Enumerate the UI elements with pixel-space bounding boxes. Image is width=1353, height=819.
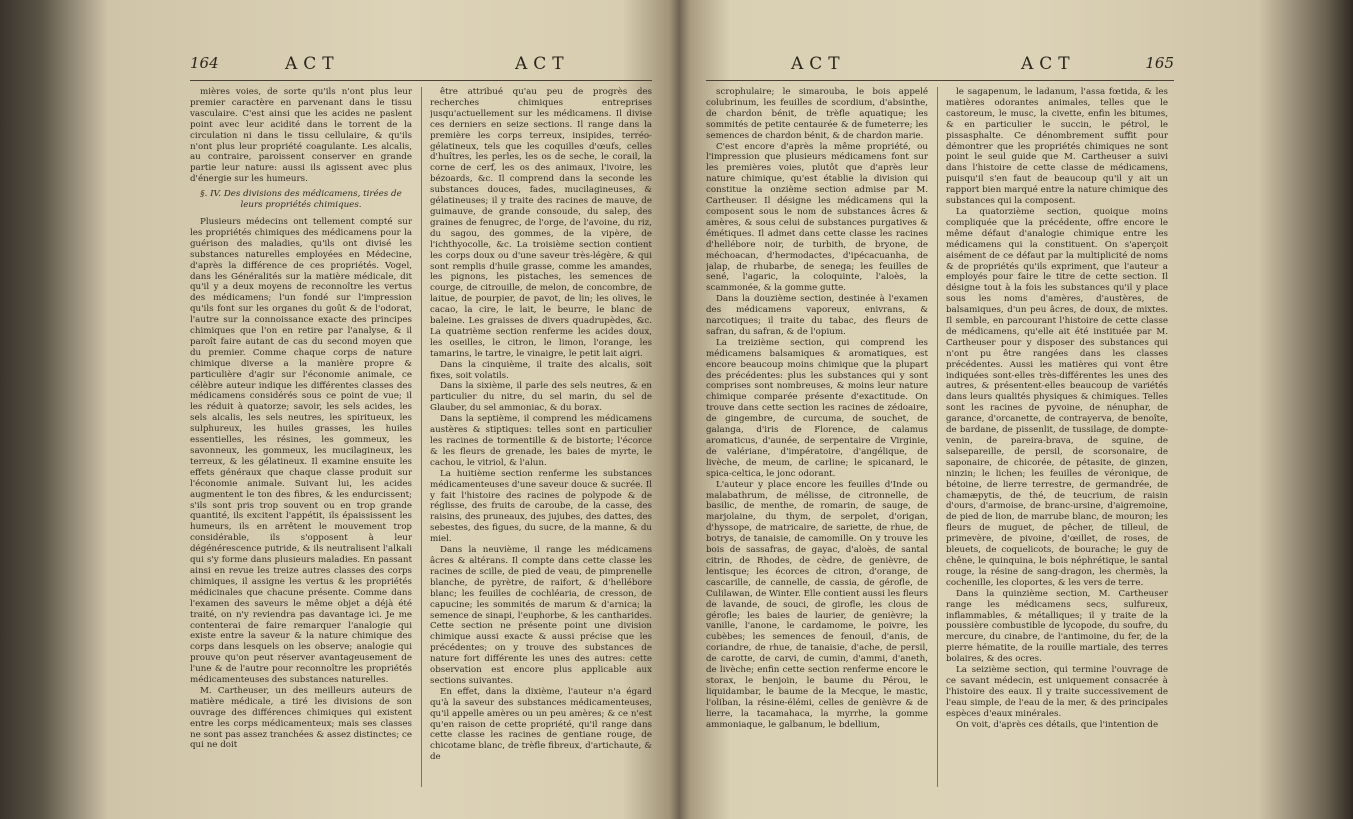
left-column-2 <box>430 87 652 791</box>
paragraph: La quatorzième section, quoique moins compliquée que la précédente, offre encore le même défaut d'analogie chimique entre les médicamens qui la constituent. On s'aperçoit aisément de ce défaut par la multiplicité de noms & de propriétés qu'ils expriment, que l'auteur a employés pour faire le titre de cette section. Il désigne tout à la fois les substances qu'il y place sous les noms d'amères, d'austères, de balsamiques, d'un peu âcres, de doux, de mixtes. Il semble, en parcourant l'histoire de cette classe de médicamens, qu'elle ait été instituée par M. Cartheuser pour y disposer des substances qui n'ont pu être rangées dans les classes précédentes. Aussi les matières qui vont être indiquées sont-elles très-différentes les unes des autres, & présentent-elles beaucoup de variétés dans leurs qualités physiques & chimiques. Telles sont les racines de pyvoine, de nénuphar, de garance, d'orcanette, de contrayerva, de benoîte, de bardane, de pissenlit, de tussilage, de dompte-venin, de pareira-brava, de squine, de salsepareille, de persil, de scorsonaire, de saponaire, de chicorée, de pétasite, de ginzen, ninzin; le lichen; les feuilles de véronique, de bétoine, de lierre terrestre, de germandrée, de chamæpytis, de thé, de teucrium, de raisin d'ours, d'armoise, de branc-ursine, d'aigremoine, de pied de lion, de marrube blanc, de mouron; les fleurs de muguet, de pêcher, de tilleul, de primevère, de pivoine, d'œillet, de roses, de bleuets, de coquelicots, de bourache; le guy de chêne, le quinquina, le bois néphrétique, le santal rouge, la résine de sang-dragon, les chermès, la cochenille, les cloportes, & les vers de terre. <box>946 206 1168 588</box>
paragraph: Dans la quinzième section, M. Cartheuser range les médicamens secs, sulfureux, inflammables, & métalliques; il y traite de la poussière combustible de lycopode, du soufre, du mercure, du cinabre, de l'antimoine, du fer, de la pierre hématite, de la rouille martiale, des terres bolaires, & des ocres. <box>946 588 1168 665</box>
left-column-1 <box>190 87 412 791</box>
page-number: 165 <box>1145 54 1174 72</box>
paragraph: scrophulaire; le simarouba, le bois appelé colubrinum, les feuilles de scordium, d'absinthe, de chardon bénit, de trèfle aquatique; les sommités de petite centaurée & de fumeterre; les semences de chardon bénit, & de chardon marie. <box>706 87 928 141</box>
right-page-columns <box>706 87 1174 791</box>
paragraph: M. Cartheuser, un des meilleurs auteurs de matière médicale, a tiré les divisions de son ouvrage des différences chimiques qui existent entre les corps médicamenteux; mais ses classes ne sont pas assez tranchées & assez distinctes; ce qui ne doit <box>190 685 412 751</box>
paragraph: Dans la cinquième, il traite des alcalis, soit fixes, soit volatils. <box>430 359 652 381</box>
left-page-columns <box>190 87 652 791</box>
paragraph: Dans la neuvième, il range les médicamens âcres & altérans. Il compte dans cette classe les racines de scille, de pied de veau, de pimprenelle blanche, de pyrètre, de raifort, & d'hellébore blanc; les feuilles de cochléaria, de cresson, de capucine; les sommités de marum & d'arnica; la semence de sinapi, l'euphorbe, & les cantharides. Cette section ne présente point une division chimique aussi exacte & aussi précise que les précédentes; on y trouve des substances de nature fort différente les unes des autres: cette observation est encore plus applicable aux sections suivantes. <box>430 545 652 686</box>
paragraph: Plusieurs médecins ont tellement compté sur les propriétés chimiques des médicamens pour la guérison des maladies, qu'ils ont divisé les substances naturelles employées en Médecine, d'après la différence de ces propriétés. Vogel, dans les Généralités sur la matière médicale, dit qu'il y a deux moyens de reconnoître les vertus des médicamens; l'un fondé sur l'impression qu'ils font sur les organes du goût & de l'odorat, l'autre sur la connoissance exacte des principes chimiques que l'on en retire par l'analyse, & il paroît faire autant de cas du second moyen que du premier. Comme chaque corps de nature chimique diverse a la manière propre & particulière d'agir sur l'économie animale, ce célèbre auteur indique les différentes classes des médicamens considérés sous ce point de vue; il les réduit à quatorze; savoir, les sels acides, les sels alcalis, les sels neutres, les spiritueux, les sulphureux, les huiles grasses, les huiles essentielles, les résines, les gommeux, les savonneux, les gommeux, les mucilagineux, les terreux, & les gélatineux. Il examine ensuite les effets généraux que chaque classe produit sur l'économie animale. Suivant lui, les acides augmentent le ton des fibres, & les endurcissent; s'ils sont pris trop souvent ou en trop grande quantité, ils excitent l'appétit, ils épaississent les humeurs, ils en arrêtent le mouvement trop considérable, ils s'opposent à leur dégénérescence putride, & ils neutralisent l'alkali qui s'y forme dans plusieurs maladies. En passant ainsi en revue les treize autres classes des corps chimiques, il assigne les vertus & les propriétés médicinales que chacune présente. Comme dans l'examen des saveurs le même objet a déjà été traité, on n'y reviendra pas davantage ici. Je me contenterai de faire remarquer l'analogie qui existe entre la saveur & la nature chimique des corps dans lesquels on les observe; analogie qui prouve qu'on peut réserver avantageusement de l'une & de l'autre pour reconnoître les propriétés médicamenteuses des substances naturelles. <box>190 216 412 686</box>
paragraph: La seizième section, qui termine l'ouvrage de ce savant médecin, est uniquement consacrée à l'histoire des eaux. Il y traite successivement de l'eau simple, de l'eau de la mer, & des principales espèces d'eaux minérales. <box>946 665 1168 719</box>
paragraph: L'auteur y place encore les feuilles d'Inde ou malabathrum, de mélisse, de citronnelle, de basilic, de menthe, de romarin, de sauge, de marjolaine, du thym, de serpolet, d'origan, d'hyssope, de matricaire, de sariette, de rhue, de botrys, de tanaisie, de camomille. On y trouve les bois de sassafras, de gayac, d'aloès, de santal citrin, de Rhodes, de cèdre, de genièvre, de lentisque; les écorces de citron, d'orange, de cascarille, de cannelle, de cassia, de gérofle, de Culilawan, de Winter. Elle contient aussi les fleurs de lavande, de souci, de girofle, les clous de gérofle; les baies de laurier, de genièvre; la vanille, l'anone, le cardamome, le poivre, les cubèbes; les semences de fenouil, d'anis, de coriandre, de rhue, de tanaisie, d'ache, de persil, de carotte, de carvi, de cumin, d'ammi, d'aneth, de livèche; enfin cette section renferme encore le storax, le benjoin, le baume du Pérou, le liquidambar, le baume de la Mecque, le mastic, l'oliban, la résine-élémi, celles de genièvre & de lierre, la tacamahaca, la myrrhe, la gomme ammoniaque, le galbanum, le bdellium, <box>706 479 928 730</box>
left-page-header <box>190 52 652 81</box>
paragraph: le sagapenum, le ladanum, l'assa fœtida, & les matières odorantes animales, telles que le castoreum, le musc, la civette, enfin les bitumes, & en particulier le succin, le pétrol, le pissasphalte. Ce dénombrement suffit pour démontrer que les propriétés chimiques ne sont point le seul guide que M. Cartheuser a suivi dans l'histoire de cette classe de médicamens, puisqu'il s'en faut de beaucoup qu'il y ait un rapport bien marqué entre la nature chimique des substances qui la composent. <box>946 87 1168 207</box>
left-page <box>190 52 652 792</box>
running-head: ACT <box>791 54 846 74</box>
column-rule <box>421 87 422 787</box>
paragraph: mières voies, de sorte qu'ils n'ont plus leur premier caractère en parvenant dans le tissu vasculaire. C'est ainsi que les acides ne paslent point avec leur acidité dans le torrent de la circulation ni dans le tissu cellulaire, & qu'ils n'ont plus leur propriété coagulante. Les alcalis, au contraire, paroissent conserver en grande partie leur nature: aussi ils agissent avec plus d'énergie sur les humeurs. <box>190 87 412 185</box>
paragraph: C'est encore d'après la même propriété, ou l'impression que plusieurs médicamens font sur les premières voies, plutôt que d'après leur nature chimique, qu'est établie la division qui constitue la onzième section admise par M. Cartheuser. Il désigne les médicamens qui la composent sous le nom de substances âcres & amères, & sous celui de substances purgatives & émétiques. Il admet dans cette classe les racines d'hellébore noir, de turbith, de bryone, de méchoacan, d'hermodactes, d'ipécacuanha, de jalap, de rhubarbe, de senega; les feuilles de sené, l'agaric, la coloquinte, l'aloès, la scammonée, & la gomme gutte. <box>706 141 928 294</box>
right-column-1 <box>706 87 928 791</box>
paragraph: Dans la douzième section, destinée à l'examen des médicamens vaporeux, enivrans, & narcotiques; il traite du tabac, des fleurs de safran, du safran, & de l'opium. <box>706 294 928 337</box>
right-page <box>706 52 1174 792</box>
page-number: 164 <box>190 54 219 72</box>
paragraph: La treizième section, qui comprend les médicamens balsamiques & aromatiques, est encore beaucoup moins chimique que la plupart des précédentes: plus les substances qui y sont comprises sont nombreuses, & moins leur nature chimique comparée présente d'exactitude. On trouve dans cette section les racines de zédoaire, de gingembre, de curcuma, de souchet, de galanga, d'iris de Florence, de calamus aromaticus, d'aunée, de serpentaire de Virginie, de valériane, d'impératoire, d'angélique, de livèche, de meum, de carline; le spicanard, le spica-celtica, le jonc odorant. <box>706 337 928 479</box>
column-rule <box>937 87 938 787</box>
running-head: ACT <box>1021 54 1076 74</box>
right-page-header <box>706 52 1174 81</box>
paragraph: Dans la septième, il comprend les médicamens austères & stiptiques: telles sont en particulier les racines de tormentille & de bistorte; l'écorce & les fleurs de grenade, les baies de myrte, le cachou, le vitriol, & l'alun. <box>430 414 652 468</box>
paragraph: Dans la sixième, il parle des sels neutres, & en particulier du nitre, du sel marin, du sel de Glauber, du sel ammoniac, & du borax. <box>430 381 652 414</box>
paragraph: On voit, d'après ces détails, que l'intention de <box>956 719 1159 730</box>
running-head: ACT <box>285 54 340 74</box>
paragraph: La huitième section renferme les substances médicamenteuses d'une saveur douce & sucrée. Il y fait l'histoire des racines de polypode & de réglisse, des fruits de caroube, de la casse, des raisins, des pruneaux, des jujubes, des dattes, des sebestes, des figues, du sucre, de la manne, & du miel. <box>430 468 652 545</box>
section-heading: §. IV. Des divisions des médicamens, tirées de leurs propriétés chimiques. <box>200 189 402 211</box>
paragraph: être attribué qu'au peu de progrès des recherches chimiques entreprises jusqu'actuellement sur les médicamens. Il divise ces derniers en seize sections. Il range dans la première les corps terreux, insipides, terréo-gélatineux, tels que les coquilles d'œufs, celles d'huîtres, les perles, les os de seche, le corail, la corne de cerf, les os des animaux, l'ivoire, les bézoards, &c. Il comprend dans la seconde les substances douces, fades, mucilagineuses, & gélatineuses; il y traite des racines de mauve, de guimauve, de grande consoude, du salep, des graines de fenugrec, de l'orge, de l'avoine, du riz, du sagou, des gommes, de la vipère, de l'ichthyocolle, &c. La troisième section contient les corps doux ou d'une saveur très-légère, & qui sont remplis d'huile grasse, comme les amandes, les pignons, les pistaches, les semences de courge, de citrouille, de melon, de concombre, de laitue, de pourpier, de pavot, de lin; les olives, le cacao, la cire, le lait, le beurre, le blanc de baleine. Les graisses de divers quadrupèdes, &c. La quatrième section renferme les acides doux, les oseilles, le citron, le limon, l'orange, les tamarins, le tartre, le vinaigre, le petit lait aigri. <box>430 87 652 359</box>
right-column-2 <box>946 87 1168 791</box>
paragraph: En effet, dans la dixième, l'auteur n'a égard qu'à la saveur des substances médicamenteuses, qu'il appelle amères ou un peu amères; & ce n'est qu'en raison de cette propriété, qu'il range dans cette classe les racines de gentiane rouge, de chicotame blanc, de trèfle fibreux, d'artichaute, & de <box>430 686 652 763</box>
running-head: ACT <box>515 54 570 74</box>
